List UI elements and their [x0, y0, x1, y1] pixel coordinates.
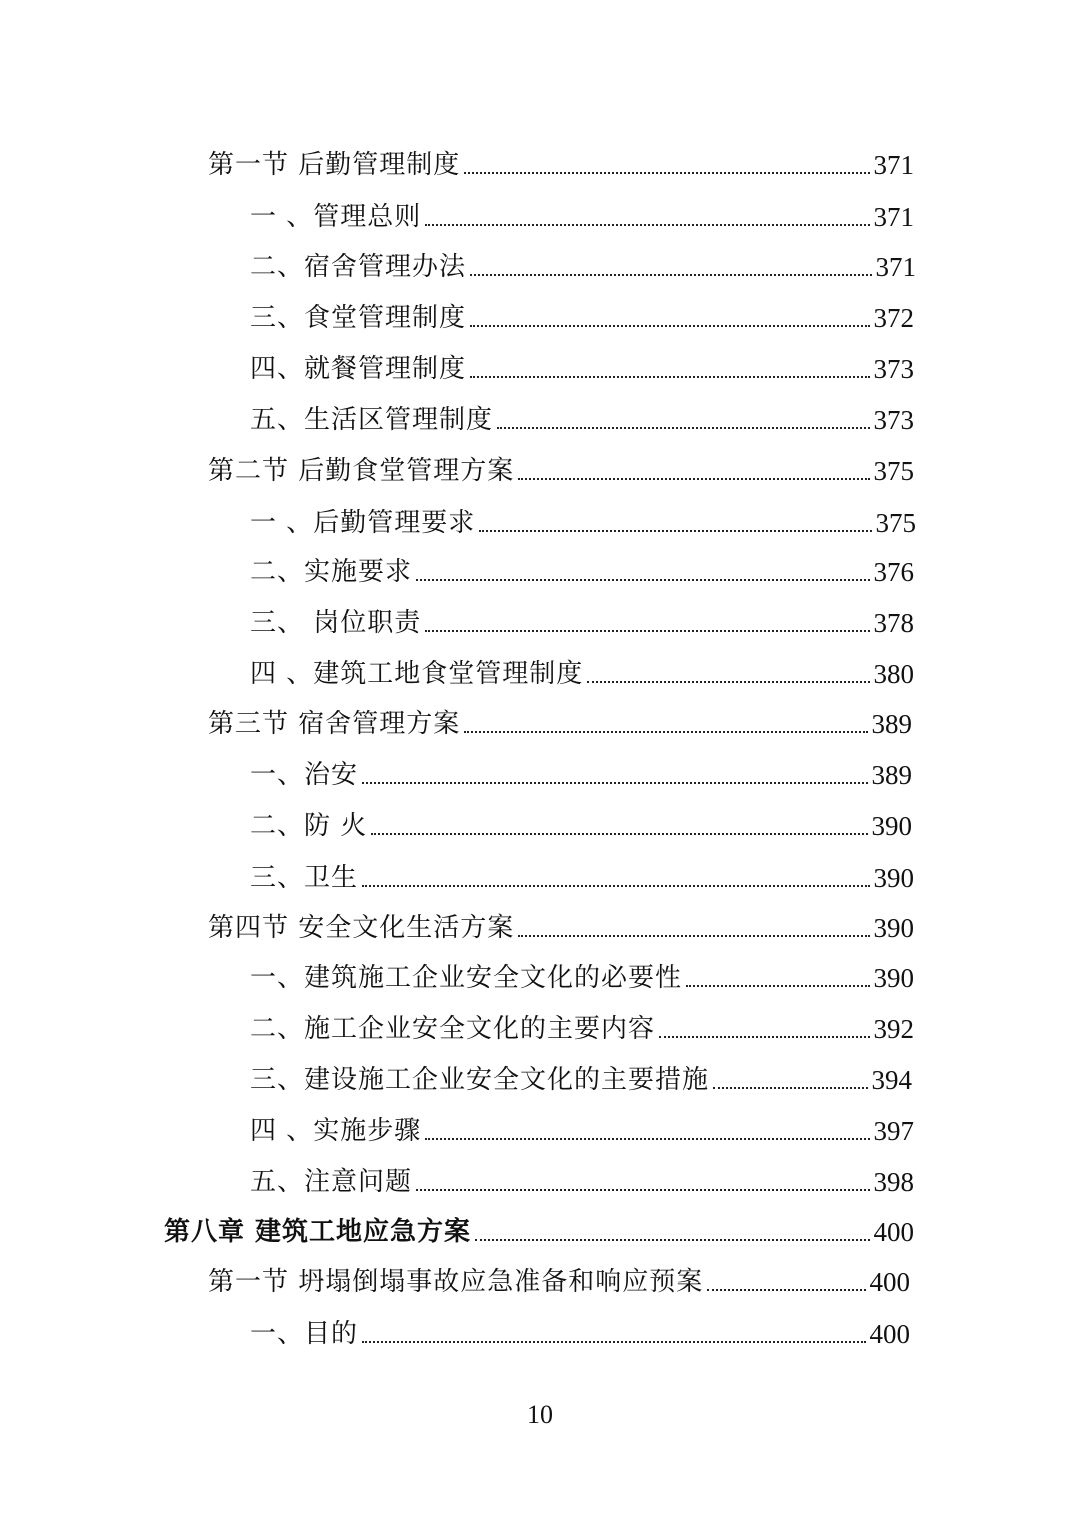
toc-chapter-entry[interactable]: [164, 1209, 914, 1249]
dot-leader: [425, 1138, 869, 1140]
dot-leader: [464, 731, 867, 733]
dot-leader: [475, 1239, 869, 1241]
toc-entry-page: 380: [873, 659, 914, 689]
dot-leader: [686, 985, 869, 987]
dot-leader: [416, 579, 869, 581]
toc-entry-title: 三、建设施工企业安全文化的主要措施: [250, 1065, 710, 1095]
dot-leader: [497, 427, 869, 429]
toc-entry-page: 400: [869, 1267, 910, 1297]
toc-entry-page: 390: [873, 913, 914, 943]
toc-entry-page: 390: [871, 811, 912, 841]
dot-leader: [713, 1087, 867, 1089]
toc-entry-title: 第一节 后勤管理制度: [208, 150, 461, 180]
toc-entry-title: 五、生活区管理制度: [250, 405, 494, 435]
toc-entry[interactable]: [250, 955, 914, 995]
toc-entry-page: 373: [873, 354, 914, 384]
toc-entry-title: 一 、后勤管理要求: [250, 508, 476, 538]
dot-leader: [416, 1189, 869, 1191]
toc-entry-page: 390: [873, 863, 914, 893]
toc-entry-title: 四、就餐管理制度: [250, 354, 467, 384]
toc-entry-title: 第一节 坍塌倒塌事故应急准备和响应预案: [208, 1267, 704, 1297]
toc-entry[interactable]: [250, 651, 914, 691]
toc-entry[interactable]: [250, 295, 914, 335]
toc-entry-title: 一、建筑施工企业安全文化的必要性: [250, 963, 683, 993]
toc-entry-title: 三、 岗位职责: [250, 608, 422, 638]
dot-leader: [464, 172, 869, 174]
toc-entry[interactable]: [250, 1311, 910, 1351]
toc-entry[interactable]: [250, 244, 916, 284]
toc-entry[interactable]: [250, 600, 914, 640]
dot-leader: [362, 782, 867, 784]
toc-entry-page: 389: [871, 709, 912, 739]
toc-entry-title: 五、注意问题: [250, 1167, 413, 1197]
dot-leader: [362, 885, 869, 887]
toc-entry-page: 378: [873, 608, 914, 638]
toc-entry[interactable]: [250, 549, 914, 589]
dot-leader: [425, 224, 869, 226]
dot-leader: [587, 681, 869, 683]
toc-entry-page: 397: [873, 1116, 914, 1146]
toc-entry-page: 389: [871, 760, 912, 790]
dot-leader: [470, 376, 869, 378]
toc-entry-title: 四 、建筑工地食堂管理制度: [250, 659, 584, 689]
toc-entry-title: 一、目的: [250, 1319, 359, 1349]
toc-entry-page: 371: [873, 150, 914, 180]
toc-entry-title: 四 、实施步骤: [250, 1116, 422, 1146]
dot-leader: [425, 630, 869, 632]
toc-entry[interactable]: [250, 752, 912, 792]
toc-entry[interactable]: [208, 448, 914, 488]
toc-entry-title: 二、施工企业安全文化的主要内容: [250, 1014, 656, 1044]
dot-leader: [470, 274, 871, 276]
toc-entry-title: 二、宿舍管理办法: [250, 252, 467, 282]
toc-entry-title: 一 、管理总则: [250, 202, 422, 232]
toc-entry[interactable]: [250, 397, 914, 437]
toc-entry[interactable]: [250, 346, 914, 386]
toc-entry-page: 400: [869, 1319, 910, 1349]
toc-entry-page: 392: [873, 1014, 914, 1044]
toc-entry-title: 第八章 建筑工地应急方案: [164, 1217, 472, 1247]
dot-leader: [362, 1341, 865, 1343]
dot-leader: [707, 1289, 865, 1291]
toc-entry-page: 398: [873, 1167, 914, 1197]
toc-entry-page: 371: [873, 202, 914, 232]
toc-entry-title: 三、食堂管理制度: [250, 303, 467, 333]
toc-entry-title: 二、防 火: [250, 811, 368, 841]
toc-entry[interactable]: [208, 142, 914, 182]
toc-entry-title: 第三节 宿舍管理方案: [208, 709, 461, 739]
toc-entry-page: 375: [873, 456, 914, 486]
toc-entry-page: 372: [873, 303, 914, 333]
dot-leader: [518, 935, 869, 937]
toc-entry-page: 375: [875, 508, 916, 538]
toc-entry-page: 394: [871, 1065, 912, 1095]
toc-entry[interactable]: [208, 1259, 910, 1299]
page-number: 10: [527, 1400, 553, 1429]
toc-entry[interactable]: [250, 803, 912, 843]
toc-entry[interactable]: [250, 194, 914, 234]
dot-leader: [371, 833, 867, 835]
toc-entry[interactable]: [208, 701, 912, 741]
toc-entry-title: 第二节 后勤食堂管理方案: [208, 456, 515, 486]
toc-entry-title: 一、治安: [250, 760, 359, 790]
toc-entry-page: 376: [873, 557, 914, 587]
toc-entry[interactable]: [250, 1108, 914, 1148]
toc-entry-title: 二、实施要求: [250, 557, 413, 587]
dot-leader: [659, 1036, 869, 1038]
dot-leader: [470, 325, 869, 327]
toc-entry[interactable]: [250, 1006, 914, 1046]
toc-entry-page: 400: [873, 1217, 914, 1247]
dot-leader: [518, 478, 869, 480]
toc-entry[interactable]: [250, 500, 916, 540]
toc-entry[interactable]: [250, 855, 914, 895]
dot-leader: [479, 530, 871, 532]
toc-entry-page: 373: [873, 405, 914, 435]
toc-entry-title: 第四节 安全文化生活方案: [208, 913, 515, 943]
toc-entry-page: 371: [875, 252, 916, 282]
toc-entry[interactable]: [250, 1159, 914, 1199]
toc-entry[interactable]: [208, 905, 914, 945]
toc-entry[interactable]: [250, 1057, 912, 1097]
toc-entry-title: 三、卫生: [250, 863, 359, 893]
toc-entry-page: 390: [873, 963, 914, 993]
